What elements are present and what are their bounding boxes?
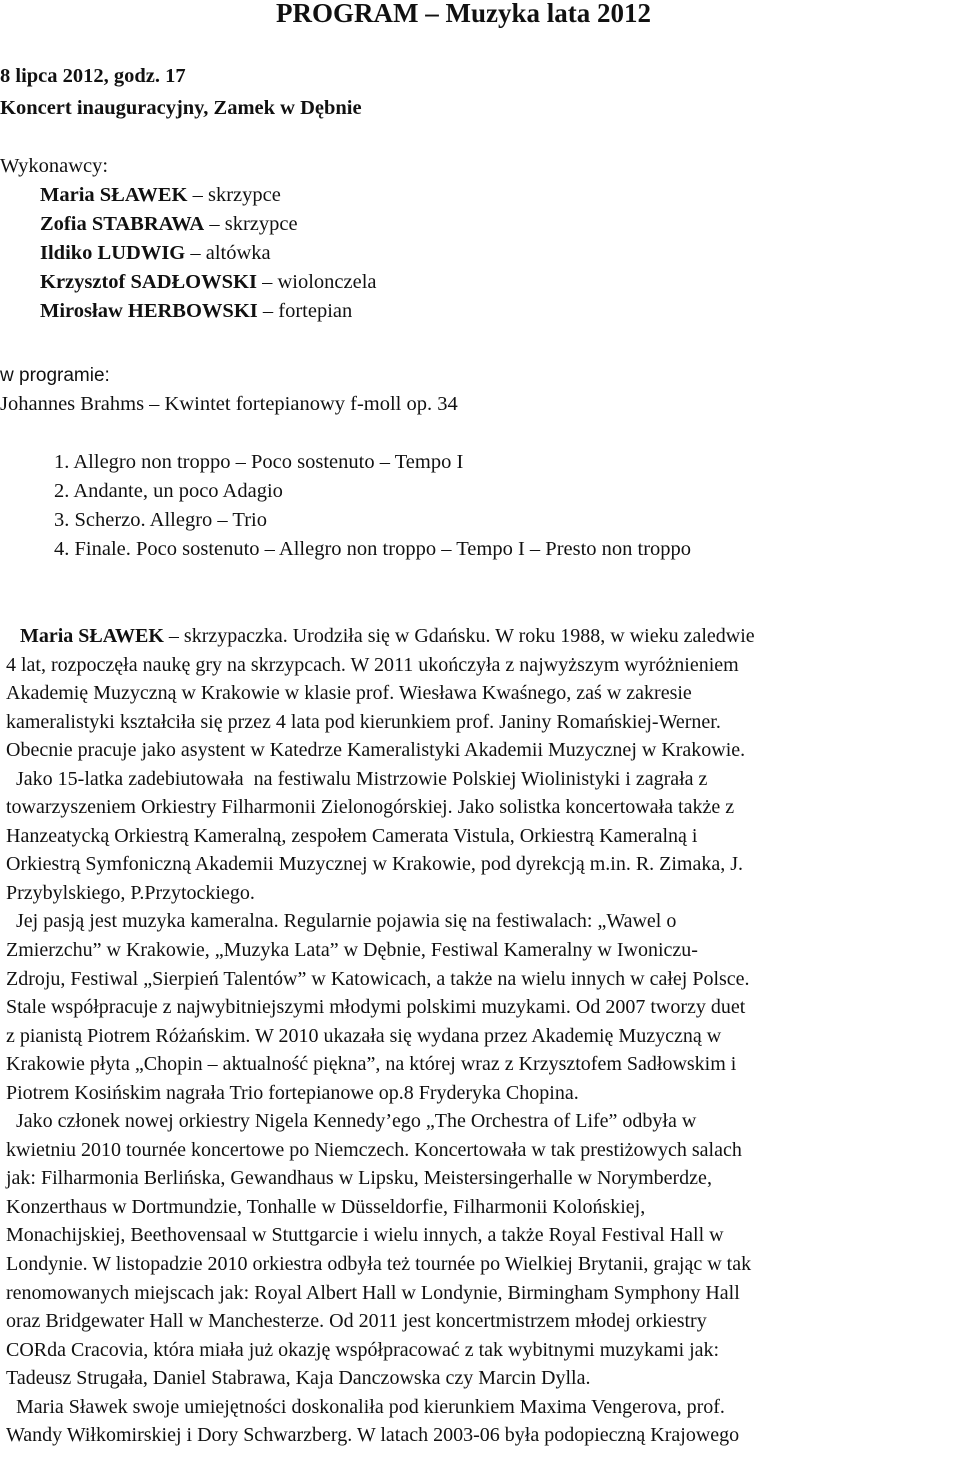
bio-line: Londynie. W listopadzie 2010 orkiestra odbyła też tournée po Wielkiej Brytanii, grając w tak	[6, 1253, 752, 1276]
bio-line: Obecnie pracuje jako asystent w Katedrze Kameralistyki Akademii Muzycznej w Krakowie.	[6, 739, 746, 762]
page-title: PROGRAM – Muzyka lata 2012	[276, 0, 651, 28]
bio-line: Stale współpracuje z najwybitniejszymi młodymi polskimi muzykami. Od 2007 tworzy duet	[6, 996, 746, 1019]
bio-line: CORda Cracovia, która miała już okazję współpracować z tak wybitnymi muzykami jak:	[6, 1338, 720, 1361]
program-label: w programie:	[0, 365, 110, 386]
bio-line: jak: Filharmonia Berlińska, Gewandhaus w Lipsku, Meistersingerhalle w Norymberdze,	[6, 1167, 712, 1190]
movement-item: 4. Finale. Poco sostenuto – Allegro non troppo – Tempo I – Presto non troppo	[54, 538, 692, 560]
bio-line: Tadeusz Strugała, Daniel Stabrawa, Kaja Danczowska czy Marcin Dylla.	[6, 1367, 591, 1390]
movement-item: 2. Andante, un poco Adagio	[54, 480, 283, 502]
bio-line: Maria SŁAWEK – skrzypaczka. Urodziła się w Gdańsku. W roku 1988, w wieku zaledwie	[20, 625, 755, 647]
bio-line: Jako członek nowej orkiestry Nigela Kennedy’ego „The Orchestra of Life” odbyła w	[6, 1110, 697, 1133]
bio-line: kwietniu 2010 tournée koncertowe po Niemczech. Koncertowała w tak prestiżowych salach	[6, 1138, 742, 1161]
work-title: Johannes Brahms – Kwintet fortepianowy f-moll op. 34	[0, 393, 458, 415]
bio-line: Krakowie płyta „Chopin – aktualność piękna”, na której wraz z Krzysztofem Sadłowskim i	[6, 1053, 737, 1076]
performer-row	[40, 268, 377, 296]
bio-line: Jej pasją jest muzyka kameralna. Regularnie pojawia się na festiwalach: „Wawel o	[6, 910, 677, 933]
bio-name: Maria SŁAWEK	[20, 625, 164, 647]
bio-line: renomowanych miejscach jak: Royal Albert Hall w Londynie, Birmingham Symphony Hall	[6, 1281, 740, 1304]
bio-line: Maria Sławek swoje umiejętności doskonaliła pod kierunkiem Maxima Vengerova, prof.	[6, 1395, 725, 1418]
bio-line: Piotrem Kosińskim nagrała Trio fortepianowe op.8 Fryderyka Chopina.	[6, 1081, 579, 1104]
performer-row	[40, 239, 271, 267]
biography	[6, 622, 956, 1450]
bio-line: Zdroju, Festiwal „Sierpień Talentów” w Katowicach, a także na wielu innych w całej Polsce.	[6, 967, 750, 990]
movement-item: 3. Scherzo. Allegro – Trio	[54, 509, 267, 531]
bio-line: Hanzeatycką Orkiestrą Kameralną, zespołem Camerata Vistula, Orkiestrą Kameralną i	[6, 824, 698, 847]
bio-line: kameralistyki kształciła się przez 4 lata pod kierunkiem prof. Janiny Romańskiej-Werner.	[6, 710, 721, 733]
performer-instrument: – fortepian	[257, 300, 353, 322]
performer-instrument: – skrzypce	[187, 184, 281, 206]
performer-row	[40, 297, 352, 325]
performer-name: Zofia STABRAWA	[40, 213, 205, 235]
performer-name: Ildiko LUDWIG	[40, 242, 186, 264]
performer-row	[40, 181, 281, 209]
performer-instrument: – skrzypce	[204, 213, 298, 235]
bio-line: oraz Bridgewater Hall w Manchesterze. Od 2011 jest koncertmistrzem młodej orkiestry	[6, 1310, 707, 1333]
bio-line: Konzerthaus w Dortmundzie, Tonhalle w Düsseldorfie, Filharmonii Kolońskiej,	[6, 1195, 646, 1218]
movement-item: 1. Allegro non troppo – Poco sostenuto – Tempo I	[54, 451, 464, 473]
bio-line: towarzyszeniem Orkiestry Filharmonii Zielonogórskiej. Jako solistka koncertowała także z	[6, 796, 735, 819]
performers-label: Wykonawcy:	[0, 155, 109, 177]
bio-line: Zmierzchu” w Krakowie, „Muzyka Lata” w Dębnie, Festiwal Kameralny w Iwoniczu-	[6, 939, 698, 962]
bio-line: Orkiestrą Symfoniczną Akademii Muzycznej w Krakowie, pod dyrekcją m.in. R. Zimaka, J.	[6, 853, 744, 876]
bio-line: Monachijskiej, Beethovensaal w Stuttgarcie i wielu innych, a także Royal Festival Hall w	[6, 1224, 724, 1247]
performer-name: Krzysztof SADŁOWSKI	[40, 271, 257, 293]
bio-line: Jako 15-latka zadebiutowała na festiwalu Mistrzowie Polskiej Wiolinistyki i zagrała z	[6, 767, 708, 790]
bio-line: 4 lat, rozpoczęła naukę gry na skrzypcach. W 2011 ukończyła z najwyższym wyróżnieniem	[6, 653, 739, 676]
bio-line: Wandy Wiłkomirskiej i Dory Schwarzberg. W latach 2003-06 była podopieczną Krajowego	[6, 1424, 740, 1447]
performer-row	[40, 210, 298, 238]
event-name: Koncert inauguracyjny, Zamek w Dębnie	[0, 97, 362, 119]
performer-name: Maria SŁAWEK	[40, 184, 188, 206]
bio-line: Akademię Muzyczną w Krakowie w klasie prof. Wiesława Kwaśnego, zaś w zakresie	[6, 682, 692, 705]
bio-line: Przybylskiego, P.Przytockiego.	[6, 881, 255, 904]
bio-line: z pianistą Piotrem Różańskim. W 2010 ukazała się wydana przez Akademię Muzyczną w	[6, 1024, 722, 1047]
performer-instrument: – wiolonczela	[256, 271, 377, 293]
performer-name: Mirosław HERBOWSKI	[40, 300, 258, 322]
performer-instrument: – altówka	[185, 242, 271, 264]
event-date: 8 lipca 2012, godz. 17	[0, 65, 186, 87]
